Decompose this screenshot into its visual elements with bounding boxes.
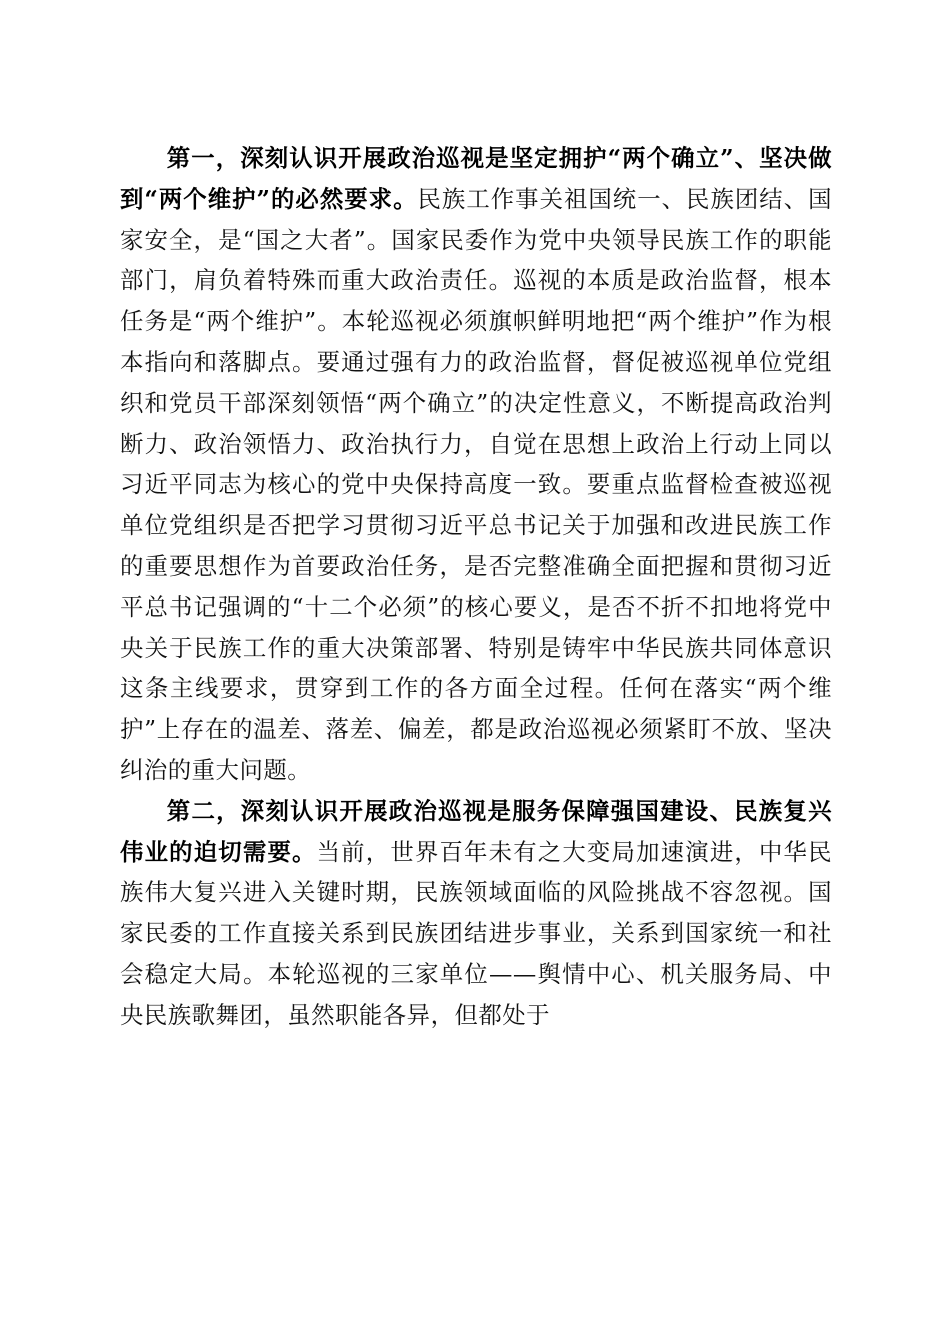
paragraph-first [120, 138, 832, 791]
paragraph-first-body: 民族工作事关祖国统一、民族团结、国家安全，是“国之大者”。国家民委作为党中央领导民族工作的职能部门，肩负着特殊而重大政治责任。巡视的本质是政治监督，根本任务是“两个维护”。本轮巡视必须旗帜鲜明地把“两个维护”作为根本指向和落脚点。要通过强有力的政治监督，督促被巡视单位党组织和党员干部深刻领悟“两个确立”的决定性意义，不断提高政治判断力、政治领悟力、政治执行力，自觉在思想上政治上行动上同以习近平同志为核心的党中央保持高度一致。要重点监督检查被巡视单位党组织是否把学习贯彻习近平总书记关于加强和改进民族工作的重要思想作为首要政治任务，是否完整准确全面把握和贯彻习近平总书记强调的“十二个必须”的核心要义，是否不折不扣地将党中央关于民族工作的重大决策部署、特别是铸牢中华民族共同体意识这条主线要求，贯穿到工作的各方面全过程。任何在落实“两个维护”上存在的温差、落差、偏差，都是政治巡视必须紧盯不放、坚决纠治的重大问题。 [120, 184, 832, 784]
paragraph-second-body: 当前，世界百年未有之大变局加速演进，中华民族伟大复兴进入关键时期，民族领域面临的风险挑战不容忽视。国家民委的工作直接关系到民族团结进步事业，关系到国家统一和社会稳定大局。本轮巡视的三家单位——舆情中心、机关服务局、中央民族歌舞团，虽然职能各异，但都处于 [120, 837, 833, 1029]
document-body [120, 138, 832, 1036]
paragraph-second-lead: 第二，深刻认识开展政治巡视是服务保障强国建设、民族复兴伟业的迫切需要。 [120, 796, 832, 866]
paragraph-second [120, 791, 832, 1036]
paragraph-first-lead: 第一，深刻认识开展政治巡视是坚定拥护“两个确立”、坚决做到“两个维护”的必然要求。 [120, 144, 832, 213]
